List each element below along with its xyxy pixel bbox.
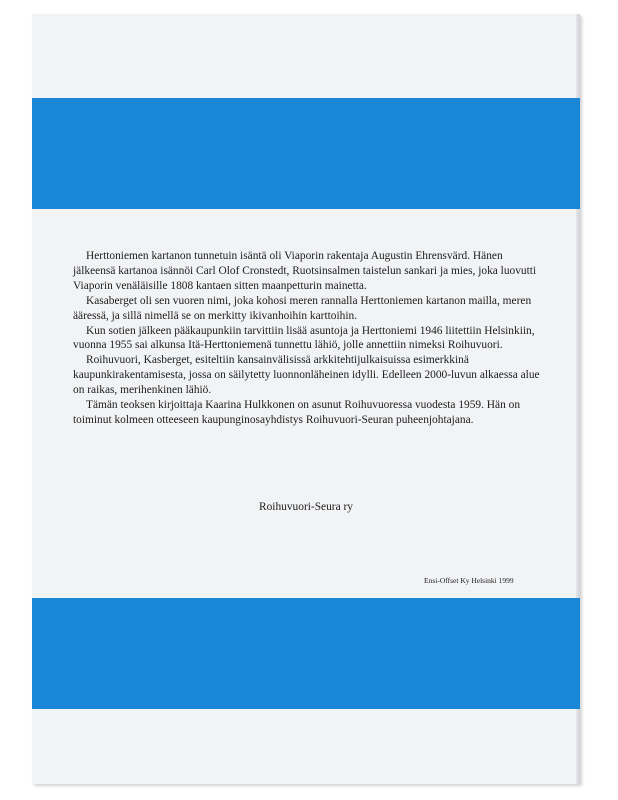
book-back-cover xyxy=(32,14,580,784)
top-blue-band xyxy=(32,98,580,209)
paragraph-5: Tämän teoksen kirjoittaja Kaarina Hulkkonen on asunut Roihuvuoressa vuodesta 1959. Hän on toiminut kolmeen otteeseen kaupunginosayhdistys Roihuvuori-Seuran puheenjohtajana. xyxy=(73,399,521,426)
paragraph-4: Roihuvuori, Kasberget, esiteltiin kansainvälisissä arkkitehtijulkaisuissa esimerkkinä kaupunkirakentamisesta, jossa on säilytetty luonnonläheinen idylli. Edelleen 2000-luvun alkaessa alue on raikas, merihenkinen lähiö. xyxy=(73,354,540,397)
signature: Roihuvuori-Seura ry xyxy=(259,501,353,513)
printer-credit: Ensi-Offset Ky Helsinki 1999 xyxy=(424,576,514,585)
paragraph-1: Herttoniemen kartanon tunnetuin isäntä oli Viaporin rakentaja Augustin Ehrensvärd. Hänen jälkeensä kartanoa isännöi Carl Olof Cronstedt, Ruotsinsalmen taistelun sankari ja mies, joka luovutti Viaporin venäläisille 1808 kantaen sitten maanpetturin mainetta. xyxy=(73,250,537,292)
paragraph-2: Kasaberget oli sen vuoren nimi, joka kohosi meren rannalla Herttoniemen kartanon mailla, meren ääressä, ja sillä nimellä se on merkitty ikivanhoihin karttoihin. xyxy=(73,294,532,322)
paragraph-3: Kun sotien jälkeen pääkaupunkiin tarvittiin lisää asuntoja ja Herttoniemi 1946 liitettiin Helsinkiin, vuonna 1955 sai alkunsa Itä-Herttoniemenä tunnettu lähiö, jolle annettiin nimeksi Roihuvuori. xyxy=(73,324,535,352)
bottom-blue-band xyxy=(32,598,580,709)
blurb-text xyxy=(73,249,545,428)
